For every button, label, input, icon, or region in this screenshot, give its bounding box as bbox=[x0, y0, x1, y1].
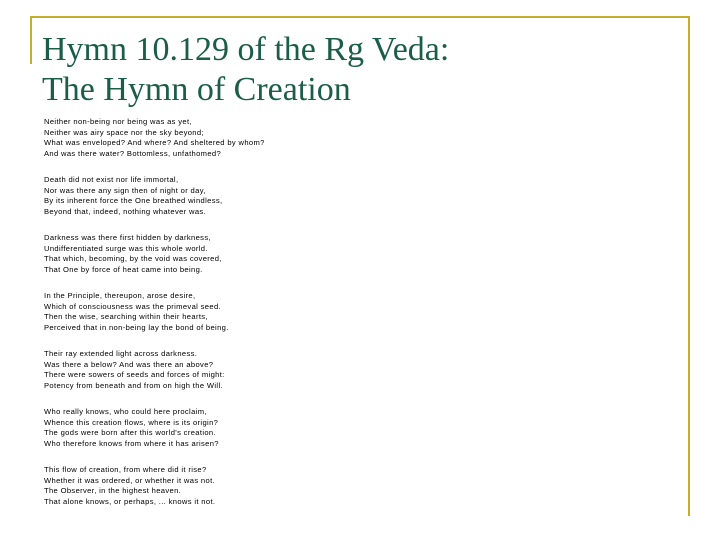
poem-line: What was enveloped? And where? And sheltered by whom? bbox=[44, 138, 265, 147]
poem-line: Neither non-being nor being was as yet, bbox=[44, 117, 192, 126]
poem-line: Death did not exist nor life immortal, bbox=[44, 175, 179, 184]
poem-line: That which, becoming, by the void was covered, bbox=[44, 254, 222, 263]
stanza-4 bbox=[44, 291, 664, 333]
poem-line: This flow of creation, from where did it rise? bbox=[44, 465, 207, 474]
poem-line: Then the wise, searching within their hearts, bbox=[44, 312, 208, 321]
poem-line: And was there water? Bottomless, unfathomed? bbox=[44, 148, 222, 158]
poem-line: The gods were born after this world's creation. bbox=[44, 428, 216, 437]
poem-body bbox=[44, 117, 664, 523]
poem-line: Whether it was ordered, or whether it was not. bbox=[44, 475, 215, 485]
slide-title-line-2: The Hymn of Creation bbox=[42, 71, 351, 108]
stanza-1 bbox=[44, 117, 664, 159]
poem-line: That One by force of heat came into being. bbox=[44, 264, 203, 274]
poem-line: Neither was airy space nor the sky beyond; bbox=[44, 127, 204, 137]
poem-line: Perceived that in non-being lay the bond of being. bbox=[44, 322, 229, 332]
frame-right-rule bbox=[688, 16, 690, 516]
poem-line: Nor was there any sign then of night or day, bbox=[44, 185, 206, 195]
poem-line: Their ray extended light across darkness. bbox=[44, 349, 198, 358]
poem-line: Who therefore knows from where it has arisen? bbox=[44, 438, 219, 448]
poem-line: Potency from beneath and from on high the Will. bbox=[44, 380, 223, 390]
slide-title-line-1: Hymn 10.129 of the Rg Veda: bbox=[42, 31, 450, 68]
poem-line: Which of consciousness was the primeval seed. bbox=[44, 301, 221, 311]
poem-line: By its inherent force the One breathed windless, bbox=[44, 196, 223, 205]
poem-line: Undifferentiated surge was this whole world. bbox=[44, 243, 208, 253]
poem-line: Whence this creation flows, where is its origin? bbox=[44, 417, 219, 427]
poem-line: In the Principle, thereupon, arose desire, bbox=[44, 291, 196, 300]
poem-line: The Observer, in the highest heaven. bbox=[44, 486, 182, 495]
frame-top-rule bbox=[30, 16, 690, 18]
poem-line: Beyond that, indeed, nothing whatever was. bbox=[44, 206, 207, 216]
poem-line: Darkness was there first hidden by darkness, bbox=[44, 233, 211, 242]
stanza-2 bbox=[44, 175, 664, 217]
stanza-3 bbox=[44, 233, 664, 275]
poem-line: Who really knows, who could here proclaim, bbox=[44, 407, 207, 416]
poem-line: That alone knows, or perhaps, ... knows it not. bbox=[44, 496, 216, 506]
stanza-7 bbox=[44, 465, 664, 507]
stanza-5 bbox=[44, 349, 664, 391]
stanza-6 bbox=[44, 407, 664, 449]
slide-title bbox=[42, 30, 449, 110]
poem-line: Was there a below? And was there an above? bbox=[44, 359, 214, 369]
poem-line: There were sowers of seeds and forces of might: bbox=[44, 370, 225, 379]
frame-left-rule bbox=[30, 16, 32, 64]
